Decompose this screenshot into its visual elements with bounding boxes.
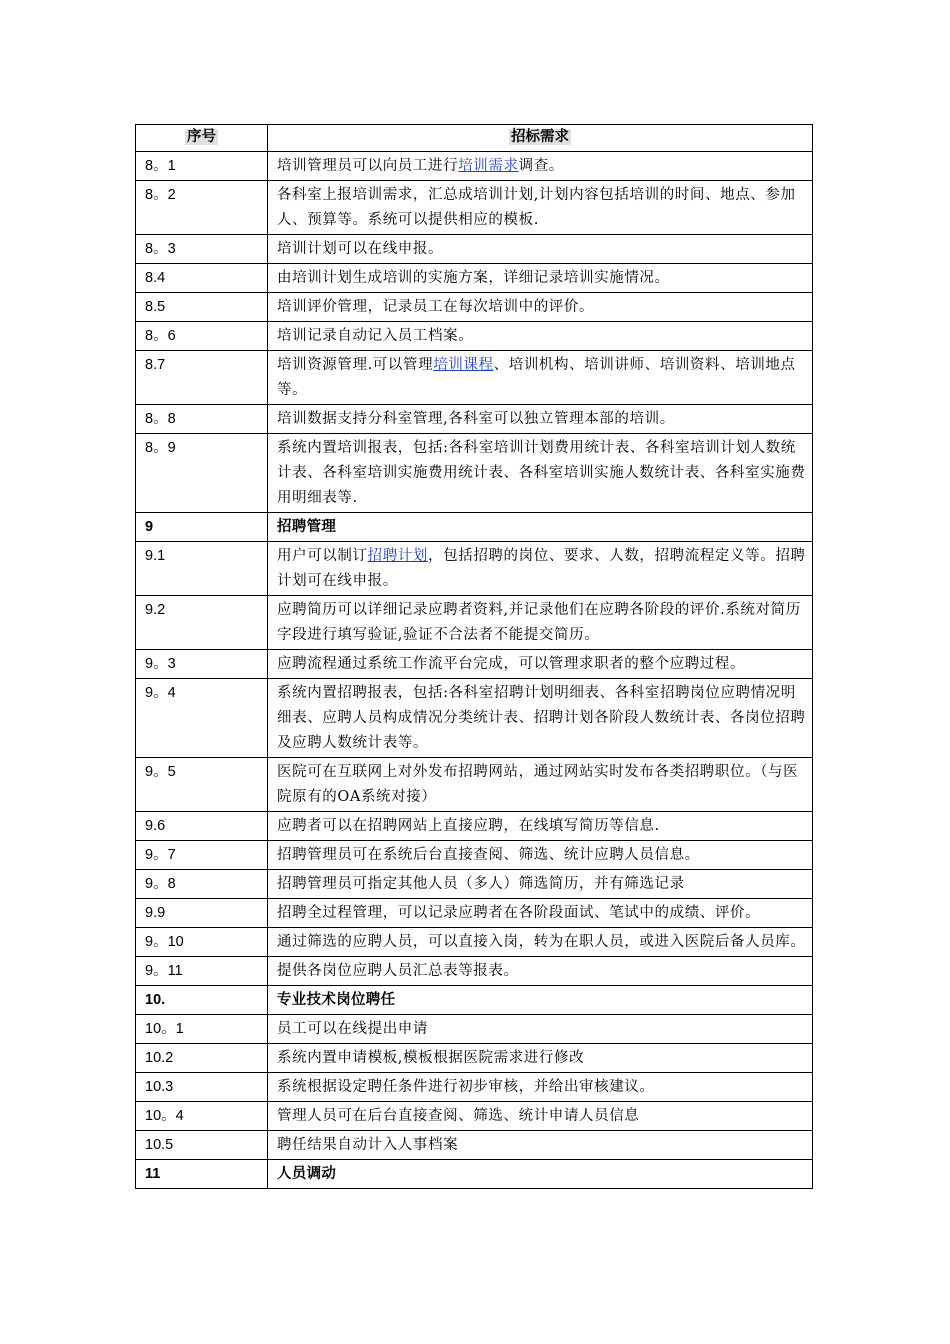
requirement-text <box>268 351 813 405</box>
requirement-text <box>268 679 813 758</box>
requirement-text-part: 由培训计划生成培训的实施方案，详细记录培训实施情况。 <box>277 270 670 286</box>
row-number: 9。3 <box>136 650 268 679</box>
row-number: 10.5 <box>136 1131 268 1160</box>
requirement-text-part: 系统内置招聘报表，包括:各科室招聘计划明细表、各科室招聘岗位应聘情况明细表、应聘人员构成情况分类统计表、招聘计划各阶段人数统计表、各岗位招聘及应聘人数统计表等。 <box>277 685 806 751</box>
table-row <box>136 434 813 513</box>
table-row <box>136 1015 813 1044</box>
table-row <box>136 1131 813 1160</box>
requirement-text <box>268 542 813 596</box>
requirement-text-part: 招聘管理 <box>277 519 337 535</box>
requirement-text <box>268 1044 813 1073</box>
row-number: 10.3 <box>136 1073 268 1102</box>
row-number: 8.5 <box>136 293 268 322</box>
row-number: 9。7 <box>136 841 268 870</box>
requirement-text-part: 应聘流程通过系统工作流平台完成，可以管理求职者的整个应聘过程。 <box>277 656 746 672</box>
requirement-text-part: 用户可以制订 <box>277 548 368 564</box>
requirement-text <box>268 1015 813 1044</box>
table-row <box>136 928 813 957</box>
requirement-text <box>268 293 813 322</box>
requirement-text-part: 培训管理员可以向员工进行 <box>277 158 459 174</box>
table-header-row <box>136 125 813 152</box>
table-row <box>136 1073 813 1102</box>
requirement-text-part: 系统内置申请模板,模板根据医院需求进行修改 <box>277 1050 585 1066</box>
section-row <box>136 1160 813 1189</box>
requirement-text <box>268 264 813 293</box>
table-row <box>136 264 813 293</box>
row-number: 10.2 <box>136 1044 268 1073</box>
table-row <box>136 812 813 841</box>
requirement-text-part: 调查。 <box>518 158 564 174</box>
table-row <box>136 322 813 351</box>
requirement-text-part: 招聘管理员可指定其他人员（多人）筛选简历，并有筛选记录 <box>277 876 685 892</box>
table-row <box>136 1102 813 1131</box>
requirement-text <box>268 1102 813 1131</box>
requirement-text-part: 系统根据设定聘任条件进行初步审核，并给出审核建议。 <box>277 1079 655 1095</box>
section-title <box>268 1160 813 1189</box>
table-row <box>136 758 813 812</box>
requirement-text-part: 招聘管理员可在系统后台直接查阅、筛选、统计应聘人员信息。 <box>277 847 700 863</box>
row-number: 8。6 <box>136 322 268 351</box>
requirement-text-part: 培训数据支持分科室管理,各科室可以独立管理本部的培训。 <box>277 411 675 427</box>
requirement-text-part: 培训评价管理，记录员工在每次培训中的评价。 <box>277 299 595 315</box>
requirement-text <box>268 181 813 235</box>
requirement-text <box>268 596 813 650</box>
row-number: 9。11 <box>136 957 268 986</box>
row-number: 8。9 <box>136 434 268 513</box>
requirement-text-part: 、培训机构、培训讲师、培训资料、培训地点等。 <box>277 357 796 398</box>
requirement-text-part: 应聘者可以在招聘网站上直接应聘，在线填写简历等信息. <box>277 818 660 834</box>
requirement-text <box>268 1131 813 1160</box>
requirement-text <box>268 650 813 679</box>
section-row <box>136 986 813 1015</box>
row-number: 9.9 <box>136 899 268 928</box>
requirement-text-part: 招聘全过程管理，可以记录应聘者在各阶段面试、笔试中的成绩、评价。 <box>277 905 761 921</box>
table-row <box>136 650 813 679</box>
table-row <box>136 235 813 264</box>
requirement-text-part: ，包括招聘的岗位、要求、人数，招聘流程定义等。招聘计划可在线申报。 <box>277 548 806 589</box>
requirement-text <box>268 235 813 264</box>
row-number: 8。1 <box>136 152 268 181</box>
table-row <box>136 679 813 758</box>
table-row <box>136 405 813 434</box>
row-number: 9.2 <box>136 596 268 650</box>
requirement-text <box>268 1073 813 1102</box>
requirement-text <box>268 434 813 513</box>
table-row <box>136 841 813 870</box>
row-number: 10。4 <box>136 1102 268 1131</box>
table-row <box>136 181 813 235</box>
table-row <box>136 351 813 405</box>
requirement-text-part: 医院可在互联网上对外发布招聘网站，通过网站实时发布各类招聘职位。（与医院原有的OA系统对接） <box>277 764 799 805</box>
term-link[interactable]: 培训课程 <box>433 357 494 373</box>
requirement-text-part: 通过筛选的应聘人员，可以直接入岗，转为在职人员，或进入医院后备人员库。 <box>277 934 806 950</box>
table-row <box>136 152 813 181</box>
requirement-text-part: 人员调动 <box>277 1166 337 1182</box>
requirement-text-part: 聘任结果自动计入人事档案 <box>277 1137 459 1153</box>
row-number: 9。4 <box>136 679 268 758</box>
table-row <box>136 957 813 986</box>
requirement-text <box>268 899 813 928</box>
requirement-text-part: 专业技术岗位聘任 <box>277 992 396 1008</box>
requirement-text-part: 培训计划可以在线申报。 <box>277 241 444 257</box>
table-row <box>136 1044 813 1073</box>
requirement-text-part: 管理人员可在后台直接查阅、筛选、统计申请人员信息 <box>277 1108 640 1124</box>
row-number: 9。10 <box>136 928 268 957</box>
row-number: 10。1 <box>136 1015 268 1044</box>
requirement-text-part: 提供各岗位应聘人员汇总表等报表。 <box>277 963 519 979</box>
row-number: 10. <box>136 986 268 1015</box>
header-requirement: 招标需求 <box>268 125 813 152</box>
row-number: 9。8 <box>136 870 268 899</box>
table-row <box>136 899 813 928</box>
requirement-text <box>268 812 813 841</box>
row-number: 9。5 <box>136 758 268 812</box>
requirements-table <box>135 124 813 1189</box>
requirement-text-part: 系统内置培训报表，包括:各科室培训计划费用统计表、各科室培训计划人数统计表、各科室培训实施费用统计表、各科室培训实施人数统计表、各科室实施费用明细表等. <box>277 440 806 506</box>
row-number: 8.4 <box>136 264 268 293</box>
row-number: 8。3 <box>136 235 268 264</box>
row-number: 11 <box>136 1160 268 1189</box>
requirement-text-part: 培训记录自动记入员工档案。 <box>277 328 474 344</box>
section-title <box>268 986 813 1015</box>
requirement-text <box>268 152 813 181</box>
requirement-text-part: 培训资源管理.可以管理 <box>277 357 434 373</box>
table-row <box>136 870 813 899</box>
requirement-text <box>268 957 813 986</box>
row-number: 8。8 <box>136 405 268 434</box>
section-title <box>268 513 813 542</box>
term-link[interactable]: 培训需求 <box>458 158 519 174</box>
requirement-text <box>268 322 813 351</box>
requirement-text <box>268 758 813 812</box>
requirement-text <box>268 841 813 870</box>
table-row <box>136 542 813 596</box>
row-number: 8。2 <box>136 181 268 235</box>
requirement-text <box>268 870 813 899</box>
section-row <box>136 513 813 542</box>
requirement-text-part: 应聘简历可以详细记录应聘者资料,并记录他们在应聘各阶段的评价.系统对简历字段进行填写验证,验证不合法者不能提交简历。 <box>277 602 801 643</box>
requirement-text <box>268 928 813 957</box>
table-row <box>136 293 813 322</box>
row-number: 9 <box>136 513 268 542</box>
table-row <box>136 596 813 650</box>
row-number: 8.7 <box>136 351 268 405</box>
requirement-text-part: 各科室上报培训需求，汇总成培训计划,计划内容包括培训的时间、地点、参加人、预算等。系统可以提供相应的模板. <box>277 187 796 228</box>
term-link[interactable]: 招聘计划 <box>367 548 429 564</box>
requirement-text <box>268 405 813 434</box>
header-serial-number: 序号 <box>136 125 268 152</box>
row-number: 9.6 <box>136 812 268 841</box>
row-number: 9.1 <box>136 542 268 596</box>
requirement-text-part: 员工可以在线提出申请 <box>277 1021 428 1037</box>
